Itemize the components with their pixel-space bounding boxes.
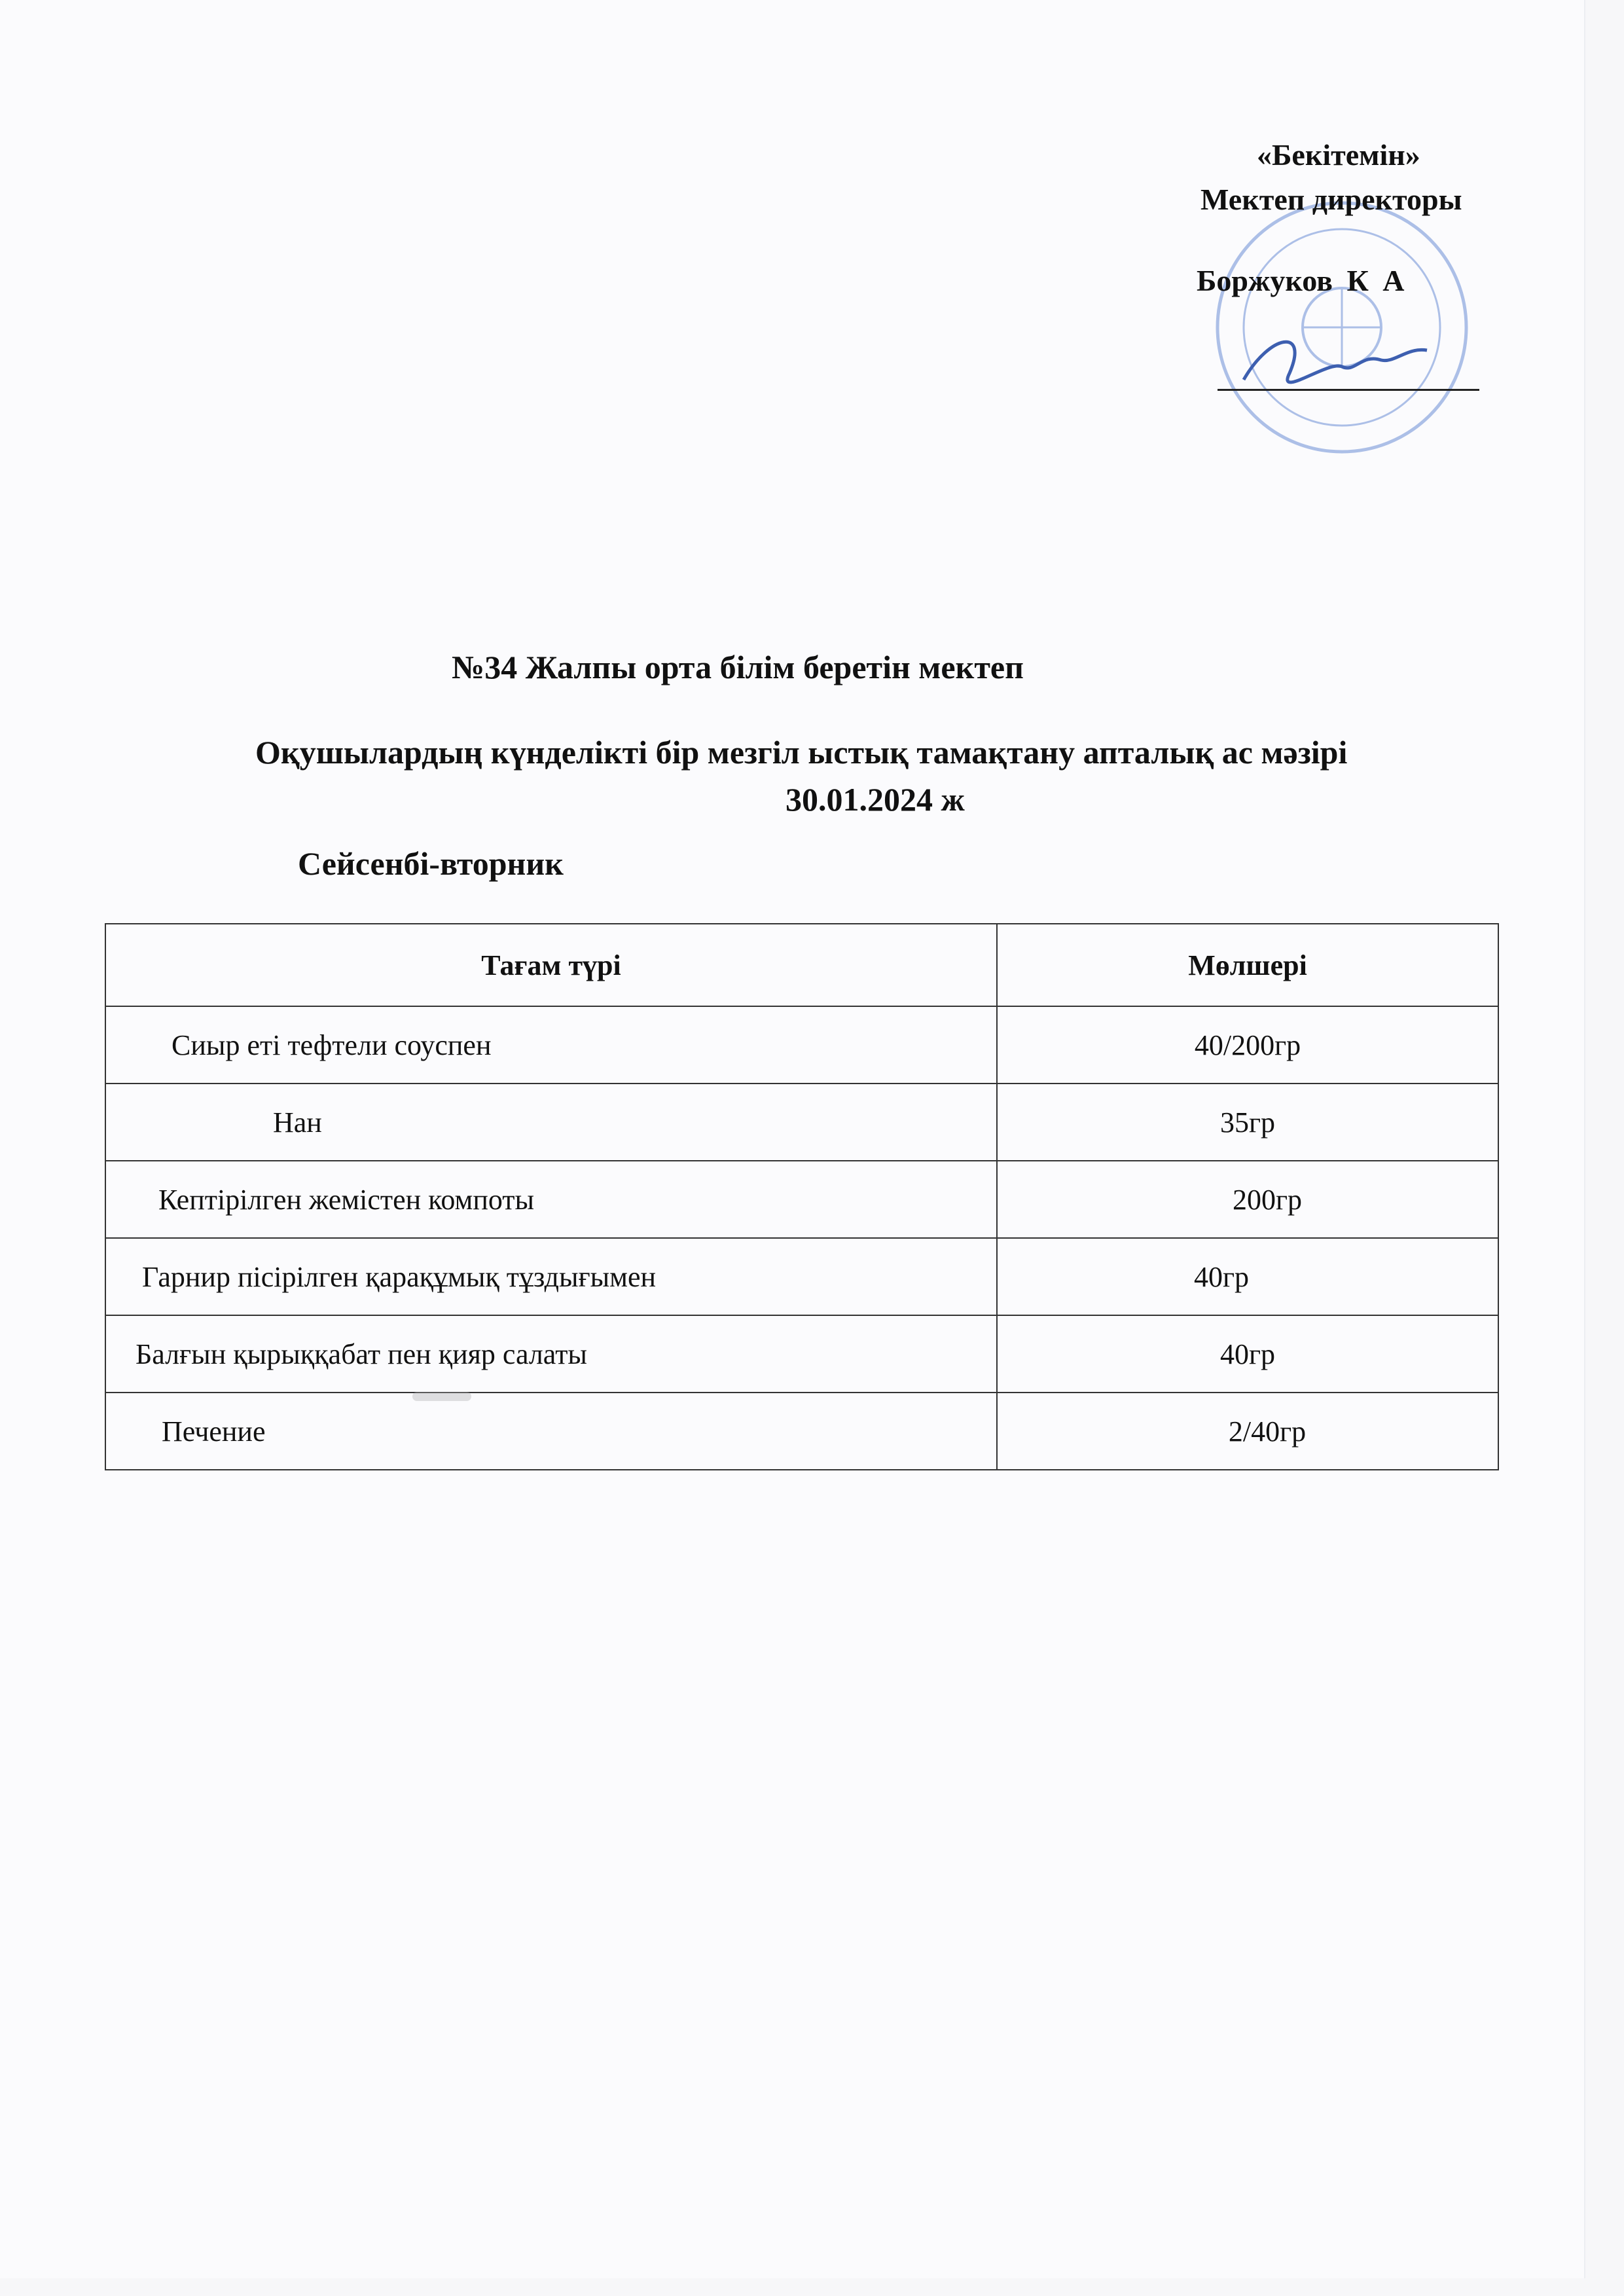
amount-cell: 40гр [997,1238,1498,1315]
menu-date: 30.01.2024 ж [785,781,965,818]
approval-position: Мектеп директоры [1200,183,1462,216]
approval-heading: «Бекітемін» [1257,138,1420,172]
header-amount: Мөлшері [997,924,1498,1006]
table-row [105,1161,1498,1238]
amount-cell: 2/40гр [997,1393,1498,1470]
signature-icon [1231,321,1440,406]
table-row [105,1238,1498,1315]
dish-cell: Кептірілген жемістен компоты [105,1161,997,1238]
dish-cell: Балғын қырыққабат пен қияр салаты [105,1315,997,1393]
amount-cell: 40/200гр [997,1006,1498,1084]
amount-cell: 200гр [997,1161,1498,1238]
dish-cell: Нан [105,1084,997,1161]
table-row [105,1084,1498,1161]
menu-table [105,923,1499,1470]
dish-cell: Гарнир пісірілген қарақұмық тұздығымен [105,1238,997,1315]
amount-cell: 40гр [997,1315,1498,1393]
dish-cell: Печение [105,1393,997,1470]
amount-cell: 35гр [997,1084,1498,1161]
approval-name: Боржуков К А [1197,264,1405,297]
header-dish: Тағам түрі [105,924,997,1006]
table-row [105,1393,1498,1470]
table-header-row [105,924,1498,1006]
table-row [105,1006,1498,1084]
table-row [105,1315,1498,1393]
menu-day: Сейсенбі-вторник [298,845,564,882]
signature-line [1218,389,1479,391]
scan-smudge [412,1392,471,1401]
dish-cell: Сиыр еті тефтели соуспен [105,1006,997,1084]
school-title: №34 Жалпы орта білім беретін мектеп [452,649,1024,685]
menu-subtitle: Оқушылардың күнделікті бір мезгіл ыстық тамақтану апталық ас мәзірі [255,734,1348,771]
